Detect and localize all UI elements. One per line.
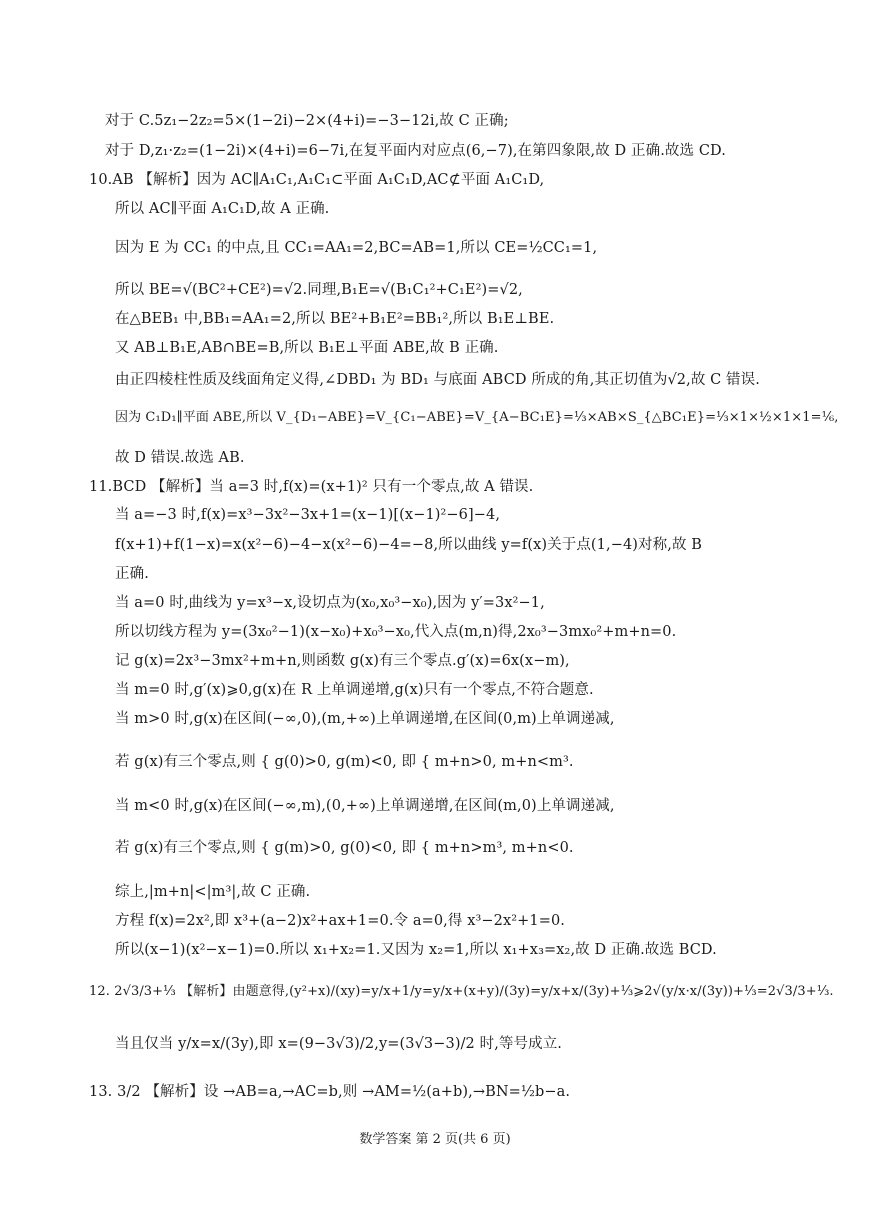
q11-line-a-neg3: 当 a=−3 时,f(x)=x³−3x²−3x+1=(x−1)[(x−1)²−6]−4, — [115, 507, 501, 523]
page-footer: 数学答案 第 2 页(共 6 页) — [359, 1132, 511, 1147]
text-line-d-correct: 对于 D,z₁·z₂=(1−2i)×(4+i)=6−7i,在复平面内对应点(6,−7),在第四象限,故 D 正确.故选 CD. — [105, 143, 726, 159]
question-13-header: 13. 3/2 【解析】设 →AB=a,→AC=b,则 →AM=½(a+b),→BN=½b−a. — [89, 1084, 571, 1100]
q11-line-m-pos: 当 m>0 时,g(x)在区间(−∞,0),(m,+∞)上单调递增,在区间(0,m)上单调递减, — [115, 711, 615, 727]
q10-line-c: 由正四棱柱性质及线面角定义得,∠DBD₁ 为 BD₁ 与底面 ABCD 所成的角,其正切值为√2,故 C 错误. — [115, 372, 760, 388]
q10-line-a: 所以 AC∥平面 A₁C₁D,故 A 正确. — [115, 201, 330, 217]
q10-line-perp: 在△BEB₁ 中,BB₁=AA₁=2,所以 BE²+B₁E²=BB₁²,所以 B₁E⊥BE. — [115, 311, 555, 327]
q10-line-volume: 因为 C₁D₁∥平面 ABE,所以 V_{D₁−ABE}=V_{C₁−ABE}=V_{A−BC₁E}=⅓×AB×S_{△BC₁E}=⅓×1×½×1×1=⅙, — [115, 410, 839, 425]
q11-line-m-neg: 当 m<0 时,g(x)在区间(−∞,m),(0,+∞)上单调递增,在区间(m,0)上单调递减, — [115, 798, 615, 814]
q11-line-g: 记 g(x)=2x³−3mx²+m+n,则函数 g(x)有三个零点.g′(x)=6x(x−m), — [115, 653, 570, 669]
question-12-header: 12. 2√3/3+⅓ 【解析】由题意得,(y²+x)/(xy)=y/x+1/y=y/x+(x+y)/(3y)=y/x+x/(3y)+⅓⩾2√(y/x·x/(3y))+⅓=2√3/3+⅓. — [89, 984, 834, 999]
q10-line-be: 所以 BE=√(BC²+CE²)=√2.同理,B₁E=√(B₁C₁²+C₁E²)=√2, — [115, 282, 523, 298]
q12-line-equality: 当且仅当 y/x=x/(3y),即 x=(9−3√3)/2,y=(3√3−3)/2 时,等号成立. — [115, 1036, 563, 1052]
q11-line-system-1: 若 g(x)有三个零点,则 { g(0)>0, g(m)<0, 即 { m+n>0, m+n<m³. — [115, 754, 574, 770]
q11-line-tangent-eq: 所以切线方程为 y=(3x₀²−1)(x−x₀)+x₀³−x₀,代入点(m,n)得,2x₀³−3mx₀²+m+n=0. — [115, 624, 677, 640]
q10-line-d: 故 D 错误.故选 AB. — [115, 450, 245, 466]
q11-line-m-zero: 当 m=0 时,g′(x)⩾0,g(x)在 R 上单调递增,g(x)只有一个零点,不符合题意. — [115, 682, 594, 698]
text-line-c-correct: 对于 C.5z₁−2z₂=5×(1−2i)−2×(4+i)=−3−12i,故 C 正确; — [105, 113, 509, 129]
q11-line-d-correct: 所以(x−1)(x²−x−1)=0.所以 x₁+x₂=1.又因为 x₂=1,所以 x₁+x₃=x₂,故 D 正确.故选 BCD. — [115, 942, 717, 958]
q10-line-b: 又 AB⊥B₁E,AB∩BE=B,所以 B₁E⊥平面 ABE,故 B 正确. — [115, 340, 499, 356]
q10-line-ce: 因为 E 为 CC₁ 的中点,且 CC₁=AA₁=2,BC=AB=1,所以 CE=½CC₁=1, — [115, 240, 598, 256]
q11-line-tangent: 当 a=0 时,曲线为 y=x³−x,设切点为(x₀,x₀³−x₀),因为 y′=3x²−1, — [115, 595, 545, 611]
q11-line-c-correct: 综上,|m+n|<|m³|,故 C 正确. — [115, 884, 311, 900]
question-11-header: 11.BCD 【解析】当 a=3 时,f(x)=(x+1)² 只有一个零点,故 A 错误. — [89, 479, 534, 495]
question-10-header: 10.AB 【解析】因为 AC∥A₁C₁,A₁C₁⊂平面 A₁C₁D,AC⊄平面 A₁C₁D, — [89, 172, 545, 188]
q11-line-symmetry: f(x+1)+f(1−x)=x(x²−6)−4−x(x²−6)−4=−8,所以曲线 y=f(x)关于点(1,−4)对称,故 B — [115, 537, 703, 553]
q11-line-equation: 方程 f(x)=2x²,即 x³+(a−2)x²+ax+1=0.令 a=0,得 x³−2x²+1=0. — [115, 913, 566, 929]
q11-line-system-2: 若 g(x)有三个零点,则 { g(m)>0, g(0)<0, 即 { m+n>m³, m+n<0. — [115, 840, 574, 856]
q11-line-b-correct: 正确. — [115, 566, 149, 582]
